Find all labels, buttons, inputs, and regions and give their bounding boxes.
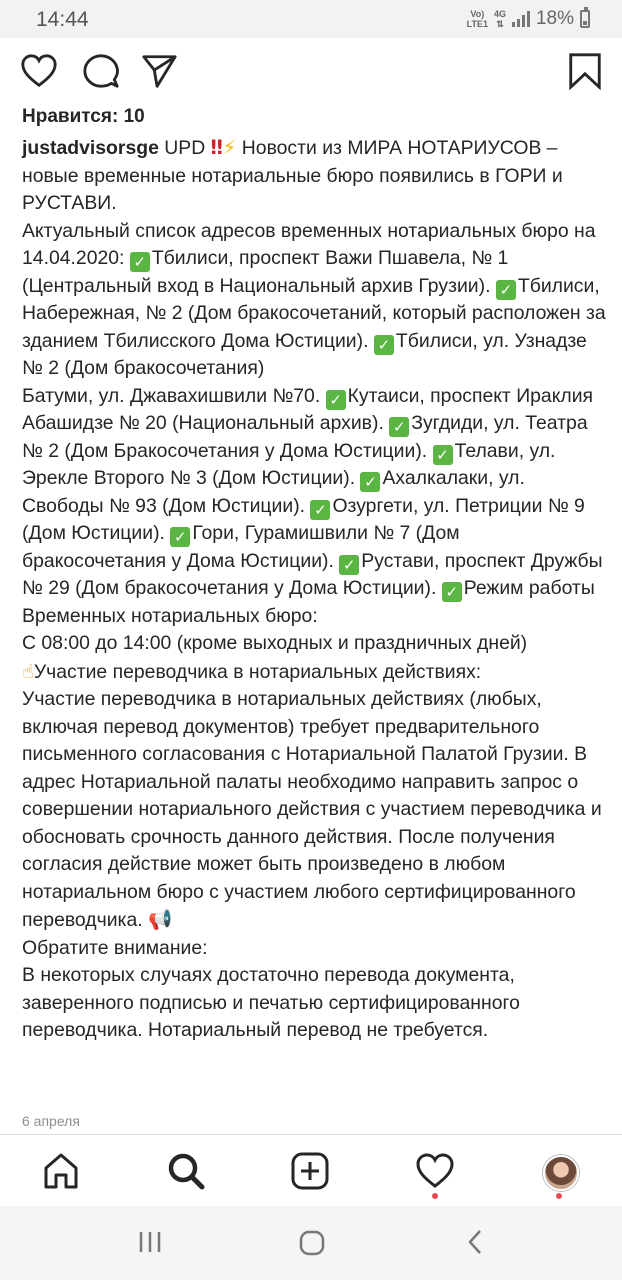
- status-indicators: [467, 8, 590, 30]
- likes-count[interactable]: Нравится: 10: [22, 106, 145, 127]
- double-exclamation-icon: ‼: [210, 136, 223, 159]
- caption-note: В некоторых случаях достаточно перевода документа, заверенного подписью и печатью сертифицированного переводчика. Нотариальный перевод не требуется.: [22, 964, 520, 1041]
- megaphone-icon: 📢: [148, 908, 173, 931]
- caption-paragraph-3: Батуми, ул. Джавахишвили №70. ✓ Кутаиси, проспект Ираклия Абашидзе № 20 (Национальный архив). ✓ Зугдиди, ул. Театра № 2 (Дом Бракосочетания у Дома Юстиции). ✓ Телави, ул. Эрекле Второго № 3 (Дом Юстиции). ✓ Ахалкалаки, ул. Свободы № 93 (Дом Юстиции). ✓ Озургети, ул. Петриции № 9 (Дом Юстиции). ✓ Гори, Гурамишвили № 7 (Дом бракосочетания у Дома Юстиции). ✓ Рустави, проспект Дружбы № 29 (Дом бракосочетания у Дома Юстиции). ✓ Режим работы Временных нотариальных бюро:: [22, 384, 603, 627]
- battery-percent: 18%: [535, 8, 574, 29]
- profile-avatar[interactable]: [543, 1155, 579, 1191]
- post-actions: [0, 38, 622, 102]
- checkmark-icon: ✓: [374, 335, 394, 355]
- back-icon[interactable]: [462, 1228, 490, 1256]
- home-circle-icon[interactable]: [297, 1228, 327, 1258]
- username[interactable]: justadvisorsge: [22, 137, 159, 159]
- post-caption: [22, 134, 607, 1045]
- battery-icon: [580, 10, 590, 28]
- checkmark-icon: ✓: [339, 555, 359, 575]
- checkmark-icon: ✓: [442, 582, 462, 602]
- caption-paragraph-1: justadvisorsge UPD ‼⚡ Новости из МИРА НОТАРИУСОВ – новые временные нотариальные бюро появились в ГОРИ и РУСТАВИ.: [22, 136, 563, 214]
- status-time: 14:44: [36, 8, 89, 31]
- checkmark-icon: ✓: [360, 472, 380, 492]
- checkmark-icon: ✓: [496, 280, 516, 300]
- caption-paragraph-2: Актуальный список адресов временных нотариальных бюро на 14.04.2020: ✓ Тбилиси, проспект Важи Пшавела, № 1 (Центральный вход в Национальный архив Грузии). ✓ Тбилиси, Набережная, № 2 (Дом бракосочетаний, который расположен за зданием Тбилисского Дома Юстиции). ✓ Тбилиси, ул. Узнадзе № 2 (Дом бракосочетания): [22, 219, 606, 379]
- caption-translator-title: ☝Участие переводчика в нотариальных действиях:: [22, 659, 482, 683]
- heart-outline-icon[interactable]: [20, 52, 58, 90]
- search-icon[interactable]: [166, 1151, 206, 1191]
- activity-heart-icon[interactable]: [415, 1151, 455, 1191]
- caption-translator-text: Участие переводчика в нотариальных действиях (любых, включая перевод документов) требует предварительного письменного согласования с Нотариальной Палатой Грузии. В адрес Нотариальной палаты необходимо направить запрос о совершении нотариального действия с участием переводчика и обосновать срочность данного действия. После получения согласия действие может быть произведено в любом нотариальном бюро с участием любого сертифицированного переводчика. 📢: [22, 688, 602, 931]
- caption-attention: Обратите внимание:: [22, 936, 208, 959]
- add-post-icon[interactable]: [290, 1151, 330, 1191]
- lightning-icon: ⚡: [222, 136, 237, 159]
- checkmark-icon: ✓: [130, 252, 150, 272]
- activity-notification-dot: [432, 1193, 438, 1199]
- signal-icon: [512, 11, 530, 27]
- recent-apps-icon[interactable]: [136, 1228, 164, 1256]
- system-navigation-bar: [0, 1206, 622, 1280]
- volte-icon: Vo) LTE1: [466, 9, 488, 29]
- comment-icon[interactable]: [82, 52, 120, 90]
- bookmark-icon[interactable]: [566, 52, 604, 90]
- status-bar: [0, 0, 622, 38]
- bottom-navigation: [0, 1134, 622, 1207]
- paper-plane-icon[interactable]: [140, 52, 178, 90]
- home-icon[interactable]: [41, 1151, 81, 1191]
- pointing-finger-icon: ☝: [22, 659, 34, 683]
- network-type-icon: 4G ⇅: [493, 9, 506, 29]
- checkmark-icon: ✓: [170, 527, 190, 547]
- checkmark-icon: ✓: [389, 417, 409, 437]
- caption-hours: С 08:00 до 14:00 (кроме выходных и праздничных дней): [22, 632, 528, 654]
- checkmark-icon: ✓: [310, 500, 330, 520]
- profile-notification-dot: [556, 1193, 562, 1199]
- post-date: 6 апреля: [22, 1113, 80, 1129]
- checkmark-icon: ✓: [433, 445, 453, 465]
- checkmark-icon: ✓: [326, 390, 346, 410]
